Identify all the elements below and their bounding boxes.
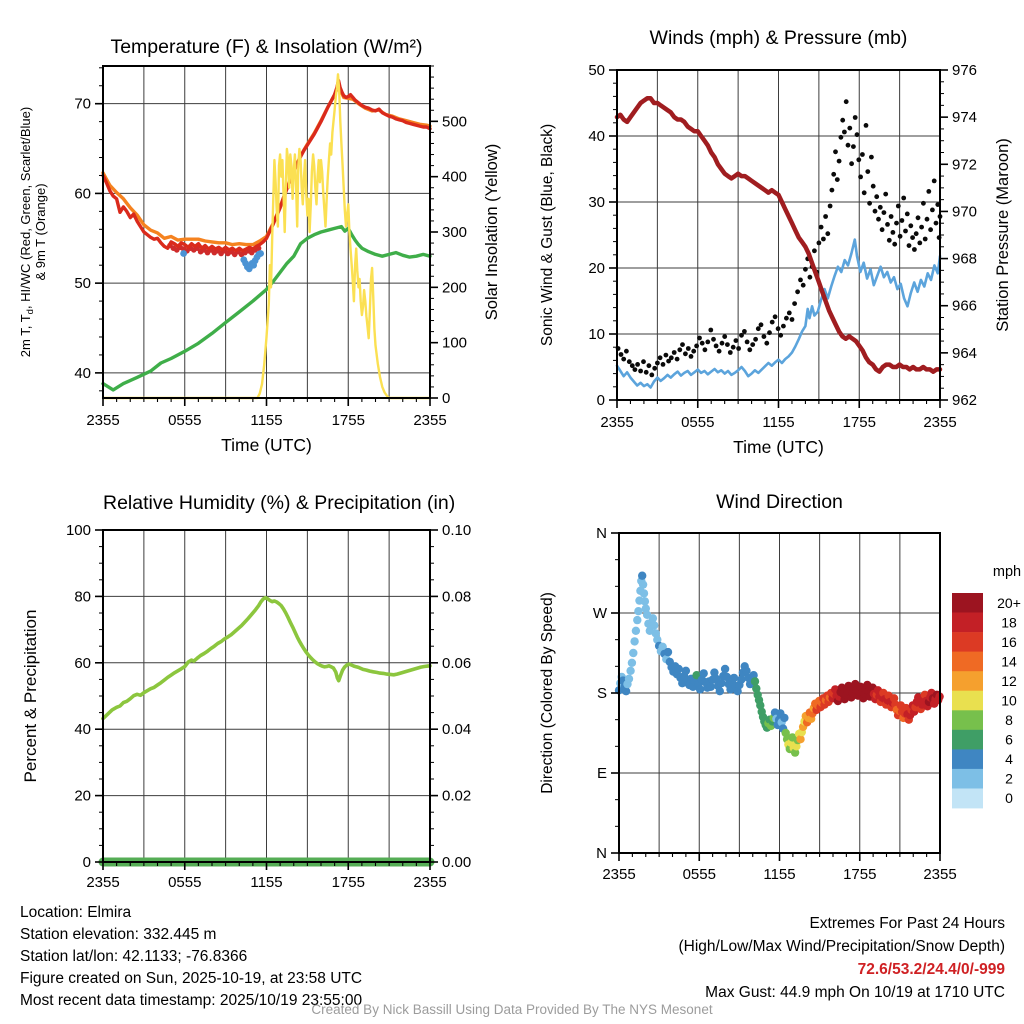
chart-title-humidity-precipitation: Relative Humidity (%) & Precipitation (in) <box>103 492 456 514</box>
svg-text:0.08: 0.08 <box>442 588 472 606</box>
svg-text:W: W <box>592 605 607 622</box>
svg-text:300: 300 <box>442 224 468 241</box>
svg-text:0555: 0555 <box>168 412 202 429</box>
colorbar-band <box>952 789 983 809</box>
station-info <box>20 902 362 1012</box>
svg-text:968: 968 <box>952 250 978 268</box>
humidity-precipitation-chart <box>0 470 512 904</box>
colorbar-band <box>952 691 983 711</box>
left-axis <box>18 68 103 391</box>
right-axis <box>430 66 501 407</box>
svg-text:400: 400 <box>442 168 468 186</box>
svg-text:40: 40 <box>588 128 605 145</box>
svg-text:2355: 2355 <box>600 414 634 431</box>
svg-text:0.00: 0.00 <box>442 854 472 871</box>
svg-text:974: 974 <box>952 109 978 127</box>
svg-text:mph: mph <box>992 564 1022 580</box>
svg-text:& 9m T (Orange): & 9m T (Orange) <box>33 183 48 281</box>
svg-text:0.04: 0.04 <box>442 721 472 739</box>
svg-text:1155: 1155 <box>762 414 795 431</box>
left-axis <box>539 525 619 862</box>
svg-text:0555: 0555 <box>681 414 715 431</box>
wind-direction-chart <box>512 470 1024 904</box>
svg-text:0555: 0555 <box>168 874 202 891</box>
svg-text:0.06: 0.06 <box>442 654 472 672</box>
colorbar-band <box>952 593 983 613</box>
svg-text:12: 12 <box>1001 673 1017 689</box>
svg-text:Sonic Wind & Gust (Blue, Black: Sonic Wind & Gust (Blue, Black) <box>539 123 556 347</box>
svg-text:80: 80 <box>74 588 91 606</box>
temperature-insolation-chart <box>0 0 512 470</box>
grid <box>617 70 940 400</box>
svg-text:50: 50 <box>588 62 605 79</box>
colorbar-band <box>952 613 983 633</box>
svg-text:20: 20 <box>588 260 605 277</box>
x-axis <box>602 853 956 883</box>
recent-timestamp: Most recent data timestamp: 2025/10/19 23:55:00 <box>20 992 363 1009</box>
chart-title-winds-pressure: Winds (mph) & Pressure (mb) <box>649 27 908 49</box>
colorbar-band <box>952 749 983 769</box>
svg-text:20: 20 <box>74 787 91 805</box>
svg-text:1755: 1755 <box>331 412 365 429</box>
colorbar-band <box>952 652 983 672</box>
svg-text:2m T, Td, HI/WC (Red, Green, S: 2m T, $T_d$, HI/WC (Red, Green, Scarlet/Blue) <box>18 106 35 358</box>
svg-text:2: 2 <box>1005 770 1013 787</box>
svg-text:60: 60 <box>74 654 91 672</box>
left-axis <box>21 522 103 871</box>
left-axis <box>539 62 617 409</box>
winds-pressure-chart <box>512 0 1024 470</box>
svg-text:2355: 2355 <box>923 866 957 883</box>
svg-text:0555: 0555 <box>682 866 716 883</box>
svg-text:N: N <box>596 845 607 862</box>
right-axis <box>430 522 471 871</box>
station-elevation: Station elevation: 332.445 m <box>20 926 217 943</box>
svg-text:0.10: 0.10 <box>442 522 472 539</box>
svg-text:Time (UTC): Time (UTC) <box>733 437 824 457</box>
svg-text:Station Pressure (Maroon): Station Pressure (Maroon) <box>994 138 1012 332</box>
svg-text:200: 200 <box>442 279 468 297</box>
svg-text:2355: 2355 <box>923 414 957 431</box>
svg-text:2355: 2355 <box>86 412 120 429</box>
svg-text:1755: 1755 <box>843 866 877 883</box>
svg-text:1755: 1755 <box>331 874 365 891</box>
svg-text:16: 16 <box>1001 633 1017 650</box>
right-axis <box>940 62 1012 409</box>
svg-text:2355: 2355 <box>602 866 636 883</box>
grid <box>103 530 430 862</box>
x-axis <box>600 400 956 457</box>
svg-text:40: 40 <box>74 721 91 739</box>
x-axis <box>86 398 446 455</box>
svg-text:8: 8 <box>1005 712 1013 728</box>
max-gust: Max Gust: 44.9 mph On 10/19 at 1710 UTC <box>705 984 1005 1001</box>
svg-text:964: 964 <box>952 344 978 362</box>
svg-text:70: 70 <box>74 95 91 113</box>
colorbar-band <box>952 769 983 789</box>
wind-gust-dots <box>616 99 943 377</box>
svg-text:0: 0 <box>1005 790 1013 807</box>
svg-text:100: 100 <box>65 522 91 539</box>
credit-line: Created By Nick Bassill Using Data Provided By The NYS Mesonet <box>311 1002 713 1017</box>
svg-text:2355: 2355 <box>413 412 447 429</box>
svg-text:2355: 2355 <box>86 874 120 891</box>
colorbar <box>952 564 1021 808</box>
svg-text:60: 60 <box>74 185 91 203</box>
svg-text:Solar Insolation (Yellow): Solar Insolation (Yellow) <box>483 143 501 321</box>
svg-text:N: N <box>596 525 607 542</box>
extremes-subtitle: (High/Low/Max Wind/Precipitation/Snow Depth) <box>678 938 1005 955</box>
svg-text:10: 10 <box>588 326 605 343</box>
svg-text:962: 962 <box>952 392 978 409</box>
svg-text:50: 50 <box>74 275 91 293</box>
svg-text:1155: 1155 <box>250 874 283 891</box>
svg-text:970: 970 <box>952 203 978 221</box>
svg-text:E: E <box>596 765 607 782</box>
svg-text:966: 966 <box>952 297 978 315</box>
svg-text:10: 10 <box>1001 692 1017 709</box>
svg-text:100: 100 <box>442 334 468 352</box>
svg-text:40: 40 <box>74 364 91 382</box>
svg-text:976: 976 <box>952 62 978 79</box>
svg-text:4: 4 <box>1005 751 1013 768</box>
svg-text:20+: 20+ <box>997 594 1021 611</box>
colorbar-band <box>952 730 983 750</box>
svg-text:1155: 1155 <box>763 866 796 883</box>
svg-text:6: 6 <box>1005 731 1013 748</box>
chart-title-temperature-insolation: Temperature (F) & Insolation (W/m²) <box>110 36 423 58</box>
station-location: Location: Elmira <box>20 904 132 921</box>
svg-text:2355: 2355 <box>413 874 447 891</box>
figure-created: Figure created on Sun, 2025-10-19, at 23:58 UTC <box>20 970 363 987</box>
colorbar-band <box>952 710 983 730</box>
svg-text:0: 0 <box>596 392 605 409</box>
svg-text:S: S <box>596 685 607 702</box>
svg-text:0: 0 <box>82 854 91 871</box>
svg-text:1755: 1755 <box>842 414 876 431</box>
extremes-values: 72.6/53.2/24.4/0/-999 <box>857 961 1005 978</box>
svg-text:18: 18 <box>1001 614 1017 631</box>
chart-title-wind-direction: Wind Direction <box>716 491 843 513</box>
svg-text:972: 972 <box>952 156 978 174</box>
colorbar-band <box>952 632 983 652</box>
svg-text:500: 500 <box>442 113 468 131</box>
svg-text:0.02: 0.02 <box>442 787 472 805</box>
extremes-title: Extremes For Past 24 Hours <box>809 915 1005 932</box>
svg-text:Time (UTC): Time (UTC) <box>221 435 312 455</box>
svg-text:Direction (Colored By Speed): Direction (Colored By Speed) <box>539 592 556 794</box>
svg-text:1155: 1155 <box>250 412 283 429</box>
svg-text:0: 0 <box>442 390 451 407</box>
svg-text:Percent & Precipitation: Percent & Precipitation <box>21 609 40 783</box>
svg-text:14: 14 <box>1001 653 1017 670</box>
svg-text:30: 30 <box>588 194 605 211</box>
station-latlon: Station lat/lon: 42.1133; -76.8366 <box>20 948 248 965</box>
colorbar-band <box>952 671 983 691</box>
extremes-info <box>679 912 1006 1004</box>
